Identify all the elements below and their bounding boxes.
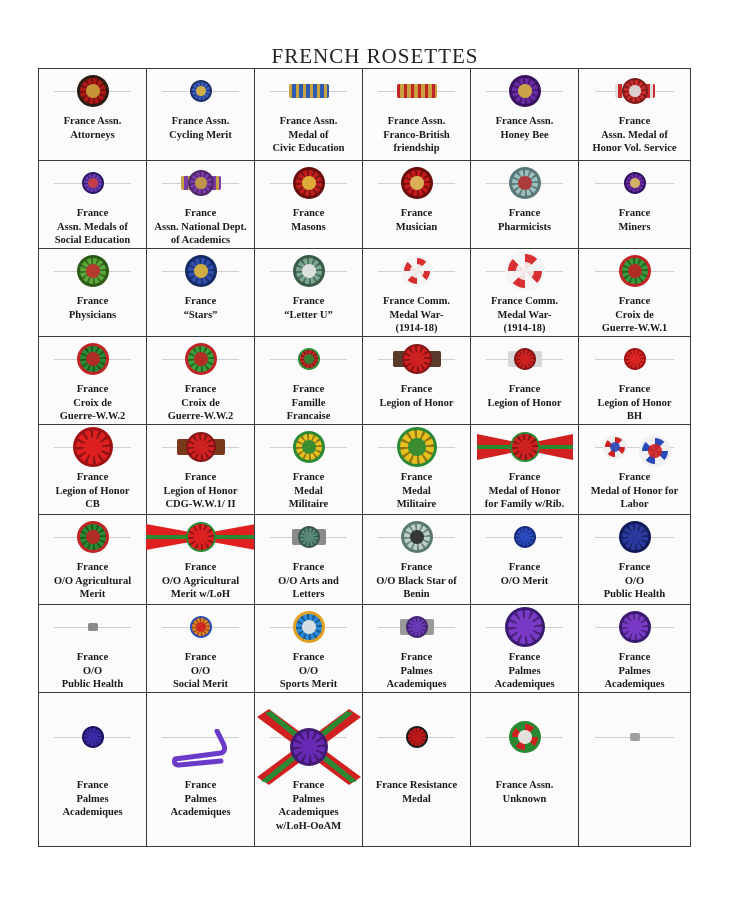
rosette-card — [38, 424, 147, 515]
emblem-icon — [86, 84, 100, 98]
rosette-card — [578, 692, 691, 847]
rosette-icon — [185, 343, 217, 375]
rosette-card — [38, 336, 147, 425]
rosette-card — [146, 692, 255, 847]
rosette-card — [470, 604, 579, 693]
rosette-icon — [639, 435, 671, 467]
emblem-icon — [194, 264, 208, 278]
rosette-icon — [402, 344, 432, 374]
rosette-label: France Assn. National Dept. of Academics — [154, 208, 247, 246]
rosette-card — [254, 692, 363, 847]
rosette-label: France Assn. Cycling Merit — [169, 116, 232, 141]
rosette-label: France Assn. Franco-British friendship — [383, 116, 450, 154]
rosette-label: France O/O Black Star of Benin — [376, 562, 457, 600]
rosette-icon — [298, 348, 320, 370]
emblem-icon — [196, 622, 206, 632]
rosette-card — [578, 68, 691, 161]
insignia — [363, 337, 471, 425]
rosette-label: France O/O Agricultural Merit w/LoH — [161, 562, 240, 600]
emblem-icon — [86, 352, 100, 366]
rosette-icon — [622, 78, 648, 104]
rosette-label: France Medal Militaire — [288, 472, 329, 510]
emblem-icon — [302, 440, 316, 454]
rosette-label: France Masons — [291, 208, 326, 233]
emblem-icon — [628, 264, 642, 278]
rosette-label: France Assn. Attorneys — [63, 116, 122, 141]
rosette-label: France Legion of Honor CB — [55, 472, 130, 510]
emblem-icon — [194, 440, 207, 453]
rosette-label: France O/O Agricultural Merit — [53, 562, 132, 600]
rosette-label: France Palmes Academiques — [604, 652, 665, 690]
rosette-card — [38, 692, 147, 847]
rosette-card — [362, 248, 471, 337]
insignia — [471, 337, 579, 425]
insignia — [579, 715, 691, 869]
rosette-icon — [406, 726, 428, 748]
emblem-icon — [410, 352, 423, 365]
rosette-icon — [510, 432, 540, 462]
rosette-icon — [401, 167, 433, 199]
rosette-label: France Physicians — [68, 296, 117, 321]
rosette-label: France Assn. Honey Bee — [495, 116, 554, 141]
rosette-label: France O/O Arts and Letters — [278, 562, 339, 600]
rosette-icon — [619, 611, 651, 643]
rosette-icon — [514, 348, 536, 370]
rosette-icon — [624, 348, 646, 370]
rosette-icon — [293, 255, 325, 287]
rosette-card — [38, 514, 147, 605]
emblem-icon — [518, 176, 532, 190]
emblem-icon — [86, 264, 100, 278]
emblem-icon — [196, 86, 206, 96]
rosette-icon — [509, 75, 541, 107]
rosette-label: France Croix de Guerre-W.W.1 — [601, 296, 668, 334]
rosette-card — [470, 424, 579, 515]
rosette-card — [470, 160, 579, 249]
emblem-icon — [630, 178, 640, 188]
rosette-card — [254, 248, 363, 337]
rosette-icon — [82, 172, 104, 194]
rosette-card — [146, 68, 255, 161]
page-title: FRENCH ROSETTES — [271, 44, 479, 68]
emblem-icon — [628, 620, 642, 634]
rosette-card — [470, 514, 579, 605]
rosette-card — [146, 336, 255, 425]
emblem-icon — [518, 84, 532, 98]
rosette-icon — [77, 343, 109, 375]
rosette-label: France Miners — [618, 208, 651, 233]
rosette-label: France O/O Public Health — [61, 652, 124, 690]
rosette-label: France Comm. Medal War- (1914-18) — [490, 296, 559, 334]
rosette-card — [362, 514, 471, 605]
rosette-label: France Assn. Medal of Honor Vol. Service — [592, 116, 677, 154]
rosette-icon — [186, 522, 216, 552]
emblem-icon — [630, 354, 640, 364]
rosette-icon — [397, 427, 437, 467]
rosette-label: France Comm. Medal War- (1914-18) — [382, 296, 451, 334]
rosette-icon — [293, 167, 325, 199]
emblem-icon — [410, 176, 424, 190]
rosette-icon — [619, 521, 651, 553]
rosette-icon — [77, 521, 109, 553]
rosette-card — [38, 248, 147, 337]
emblem-icon — [304, 354, 314, 364]
rosette-icon — [603, 435, 627, 459]
rosette-card — [578, 424, 691, 515]
rosette-card — [362, 336, 471, 425]
emblem-icon — [412, 732, 422, 742]
rosette-icon — [82, 726, 104, 748]
emblem-icon — [304, 532, 314, 542]
insignia — [39, 249, 147, 337]
rosette-label: France Legion of Honor BH — [597, 384, 672, 422]
ribbon-chip-icon — [630, 733, 640, 741]
emblem-icon — [629, 85, 640, 96]
insignia — [471, 161, 579, 249]
emblem-icon — [520, 532, 530, 542]
rosette-card — [254, 424, 363, 515]
rosette-icon — [293, 431, 325, 463]
emblem-icon — [412, 622, 422, 632]
rosette-label: France Palmes Academiques — [62, 780, 123, 818]
rosette-card — [146, 248, 255, 337]
rosette-label: France “Letter U” — [284, 296, 333, 321]
rosette-label: France Legion of Honor CDG-W.W.1/ II — [163, 472, 238, 510]
rosette-label: France O/O Public Health — [603, 562, 666, 600]
rosette-card — [254, 160, 363, 249]
rosette-card — [470, 336, 579, 425]
emblem-icon — [518, 730, 532, 744]
rosette-label: France Legion of Honor — [487, 384, 562, 409]
emblem-icon — [648, 444, 662, 458]
emblem-icon — [302, 620, 316, 634]
rosette-label: France Assn. Medals of Social Education — [54, 208, 131, 246]
rosette-label: France O/O Merit — [500, 562, 549, 587]
rosette-card — [38, 160, 147, 249]
rosette-label: France Resistance Medal — [375, 780, 458, 805]
rosette-label: France Medal of Honor for Labor — [590, 472, 679, 510]
insignia — [471, 515, 579, 605]
rosette-card — [362, 160, 471, 249]
rosette-card — [38, 604, 147, 693]
emblem-icon — [302, 264, 316, 278]
emblem-icon — [516, 618, 534, 636]
rosette-card — [254, 514, 363, 605]
rosette-icon — [186, 432, 216, 462]
emblem-icon — [194, 530, 207, 543]
rosette-card — [578, 604, 691, 693]
emblem-icon — [408, 438, 426, 456]
rosette-icon — [190, 80, 212, 102]
emblem-icon — [520, 354, 530, 364]
rosette-card — [578, 514, 691, 605]
rosette-icon — [293, 611, 325, 643]
rosette-label: France “Stars” — [183, 296, 218, 321]
rosette-label: France Palmes Academiques — [170, 780, 231, 818]
rosette-card — [146, 514, 255, 605]
rosette-label: France Croix de Guerre-W.W.2 — [59, 384, 126, 422]
insignia — [255, 161, 363, 249]
rosette-icon — [401, 521, 433, 553]
emblem-icon — [86, 530, 100, 544]
rosette-card — [470, 248, 579, 337]
insignia — [147, 249, 255, 337]
emblem-icon — [628, 530, 642, 544]
ribbon-bar-icon — [397, 84, 437, 98]
rosette-icon — [406, 616, 428, 638]
rosette-icon — [505, 251, 545, 291]
rosette-card — [362, 604, 471, 693]
emblem-icon — [84, 438, 102, 456]
rosette-label: France Palmes Academiques — [494, 652, 555, 690]
emblem-icon — [516, 262, 534, 280]
rosette-icon — [185, 255, 217, 287]
rosette-label: France Famille Francaise — [286, 384, 331, 422]
rosette-label: France O/O Sports Merit — [279, 652, 338, 690]
rosette-label: France Medal of Honor for Family w/Rib. — [484, 472, 565, 510]
rosette-card — [578, 248, 691, 337]
rosette-icon — [73, 427, 113, 467]
rosette-label: France Palmes Academiques — [386, 652, 447, 690]
insignia — [255, 249, 363, 337]
rosette-card — [38, 68, 147, 161]
rosette-icon — [290, 728, 328, 766]
rosette-icon — [298, 526, 320, 548]
rosette-label: France Assn. Medal of Civic Education — [272, 116, 345, 154]
rosette-label: France Assn. Unknown — [495, 780, 554, 805]
ribbon-bar-icon — [289, 84, 329, 98]
rosette-label: France Legion of Honor — [379, 384, 454, 409]
emblem-icon — [410, 530, 424, 544]
rosette-icon — [624, 172, 646, 194]
rosette-icon — [505, 607, 545, 647]
rosette-icon — [188, 170, 214, 196]
rosette-icon — [190, 616, 212, 638]
rosette-icon — [77, 75, 109, 107]
emblem-icon — [88, 732, 98, 742]
rosette-card — [362, 692, 471, 847]
rosette-icon — [514, 526, 536, 548]
rosette-card — [470, 68, 579, 161]
emblem-icon — [410, 264, 424, 278]
rosette-card — [146, 160, 255, 249]
rosette-card — [578, 336, 691, 425]
rosette-card — [470, 692, 579, 847]
emblem-icon — [518, 440, 531, 453]
emblem-icon — [302, 176, 316, 190]
rosette-grid — [38, 68, 690, 846]
insignia — [579, 161, 691, 249]
rosette-label: France O/O Social Merit — [172, 652, 229, 690]
emblem-icon — [195, 177, 206, 188]
rosette-label: France Musician — [395, 208, 438, 233]
rosette-card — [362, 424, 471, 515]
rosette-label: France Croix de Guerre-W.W.2 — [167, 384, 234, 422]
rosette-card — [254, 336, 363, 425]
rosette-card — [254, 68, 363, 161]
rosette-card — [146, 424, 255, 515]
rosette-label: France Medal Militaire — [396, 472, 437, 510]
rosette-card — [146, 604, 255, 693]
rosette-icon — [619, 255, 651, 287]
rosette-label: France Palmes Academiques w/LoH-OoAM — [275, 780, 342, 832]
emblem-icon — [194, 352, 208, 366]
rosette-icon — [401, 255, 433, 287]
rosette-icon — [509, 721, 541, 753]
rosette-card — [578, 160, 691, 249]
ribbon-chip-icon — [88, 623, 98, 631]
rosette-label: France Pharmicists — [497, 208, 552, 233]
rosette-card — [362, 68, 471, 161]
emblem-icon — [88, 178, 98, 188]
insignia — [363, 161, 471, 249]
clip-icon — [171, 729, 231, 769]
rosette-card — [254, 604, 363, 693]
rosette-icon — [509, 167, 541, 199]
rosette-icon — [77, 255, 109, 287]
